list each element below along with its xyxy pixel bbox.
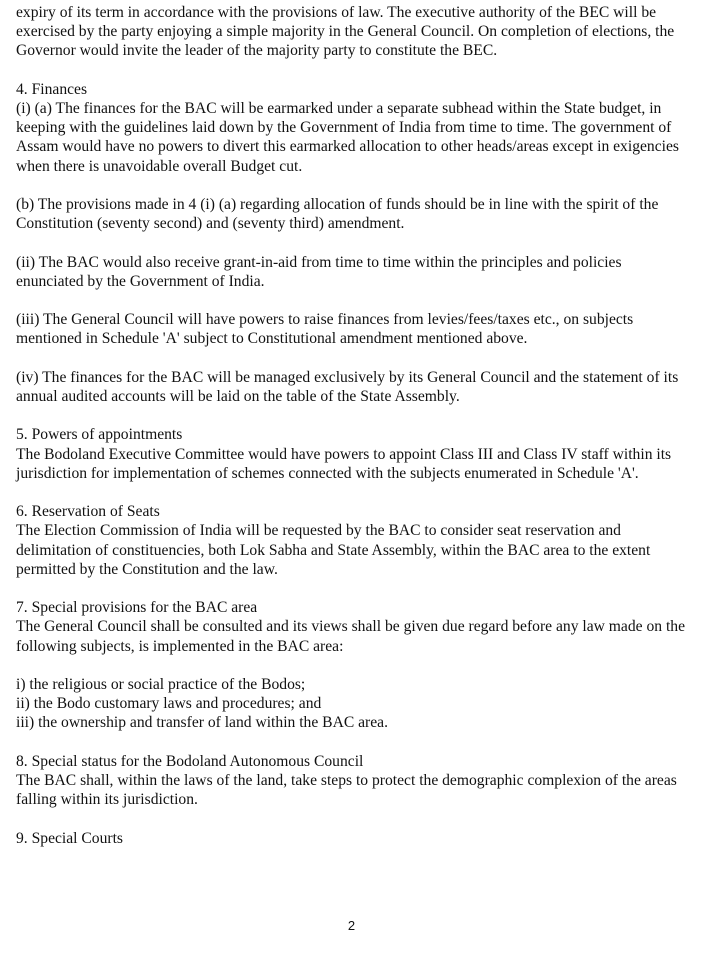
finances-block-b (16, 195, 691, 233)
finances-block-ii (16, 253, 691, 291)
list-item: iii) the ownership and transfer of land within the BAC area. (16, 714, 388, 732)
special-provisions-paragraph: The General Council shall be consulted and its views shall be given due regard before any law made on the following subjects, is implemented in the BAC area: (16, 618, 686, 655)
section-heading-special-provisions: 7. Special provisions for the BAC area (16, 599, 258, 617)
finances-block-iii (16, 310, 691, 348)
finances-paragraph-b: (b) The provisions made in 4 (i) (a) regarding allocation of funds should be in line with the spirit of the Constitution (seventy second) and (seventy third) amendment. (16, 196, 659, 233)
finances-paragraph-i-a: (i) (a) The finances for the BAC will be earmarked under a separate subhead within the State budget, in keeping with the guidelines laid down by the Government of India from time to time. The government of Assam would have no powers to divert this earmarked allocation to other heads/areas except in exigencies when there is unavoidable overall Budget cut. (16, 100, 679, 175)
finances-paragraph-iii: (iii) The General Council will have powers to raise finances from levies/fees/taxes etc., on subjects mentioned in Schedule 'A' subject to Constitutional amendment mentioned above. (16, 311, 634, 348)
section-special-provisions (16, 598, 691, 656)
section-finances (16, 80, 691, 176)
document-page (16, 3, 691, 867)
special-status-paragraph: The BAC shall, within the laws of the land, take steps to protect the demographic complexion of the areas falling within its jurisdiction. (16, 771, 677, 809)
section-appointments (16, 425, 691, 483)
finances-paragraph-ii: (ii) The BAC would also receive grant-in-aid from time to time within the principles and policies enunciated by the Government of India. (16, 253, 622, 290)
section-heading-special-status: 8. Special status for the Bodoland Autonomous Council (16, 752, 364, 770)
intro-paragraph: expiry of its term in accordance with the provisions of law. The executive authority of the BEC will be exercised by the party enjoying a simple majority in the General Council. On completion of elections, the Governor would invite the leader of the majority party to constitute the BEC. (16, 4, 675, 60)
section-reservation (16, 502, 691, 579)
section-heading-reservation: 6. Reservation of Seats (16, 503, 160, 521)
finances-block-iv (16, 368, 691, 406)
finances-paragraph-iv: (iv) The finances for the BAC will be managed exclusively by its General Council and the statement of its annual audited accounts will be laid on the table of the State Assembly. (16, 368, 679, 405)
section-special-courts (16, 829, 691, 848)
section-heading-appointments: 5. Powers of appointments (16, 426, 183, 444)
section-special-status (16, 752, 691, 810)
appointments-paragraph: The Bodoland Executive Committee would have powers to appoint Class III and Class IV staff within its jurisdiction for implementation of schemes connected with the subjects enumerated in Schedule 'A'. (16, 445, 672, 482)
page-number: 2 (347, 918, 356, 933)
reservation-paragraph: The Election Commission of India will be requested by the BAC to consider seat reservation and delimitation of constituencies, both Lok Sabha and State Assembly, within the BAC area to the extent permitted by the Constitution and the law. (16, 522, 651, 578)
special-provisions-list (16, 675, 691, 733)
list-item: i) the religious or social practice of the Bodos; (16, 675, 306, 693)
section-heading-finances: 4. Finances (16, 80, 88, 98)
list-item: ii) the Bodo customary laws and procedures; and (16, 695, 322, 713)
section-heading-special-courts: 9. Special Courts (16, 829, 123, 847)
intro-block (16, 3, 691, 61)
